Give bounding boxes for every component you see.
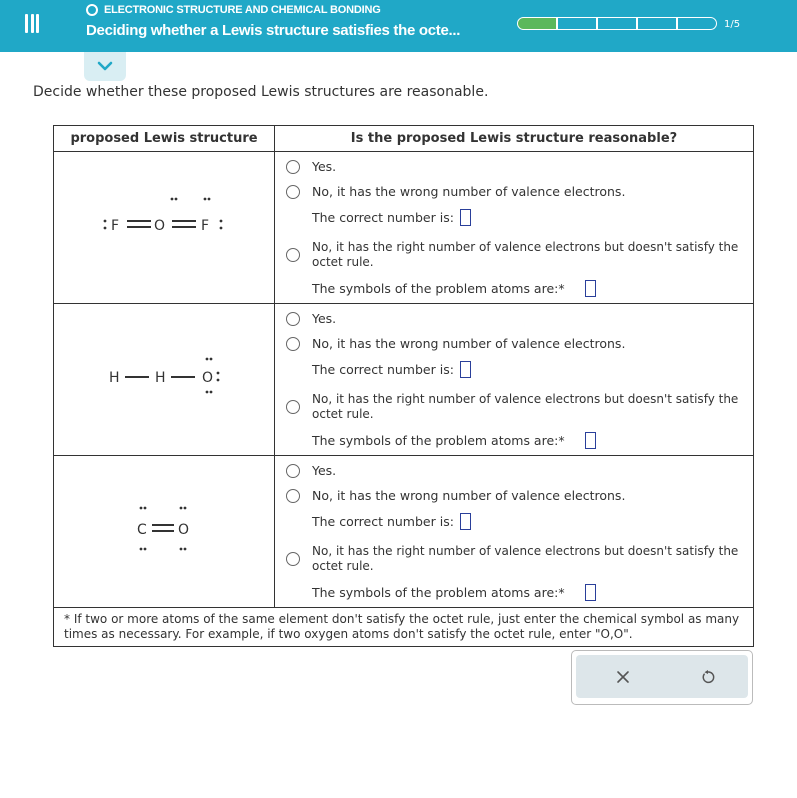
structure-cell-2 bbox=[54, 304, 275, 456]
lewis-structure-co bbox=[54, 456, 274, 608]
octet-footnote: * If two or more atoms of the same element don't satisfy the octet rule, just enter the chemical symbol as many times as necessary. For example, if two oxygen atoms don't satisfy the octet rule, enter "O,O". bbox=[54, 608, 754, 647]
problem-atoms-row-1 bbox=[312, 280, 596, 297]
radio-button[interactable] bbox=[286, 248, 300, 262]
option-wrong-count-2[interactable] bbox=[286, 336, 625, 351]
page-title: Deciding whether a Lewis structure satisfies the octe... bbox=[86, 22, 461, 39]
topic-label: ELECTRONIC STRUCTURE AND CHEMICAL BONDING bbox=[104, 4, 381, 16]
progress-bar bbox=[517, 17, 717, 30]
radio-button[interactable] bbox=[286, 552, 300, 566]
problem-atoms-label: The symbols of the problem atoms are:* bbox=[312, 281, 565, 296]
option-yes-3[interactable] bbox=[286, 463, 336, 478]
col-header-reasonable: Is the proposed Lewis structure reasonable? bbox=[275, 126, 754, 152]
action-panel bbox=[571, 650, 753, 705]
options-cell-2 bbox=[275, 304, 754, 456]
action-panel-inner bbox=[576, 655, 748, 698]
correct-number-label: The correct number is: bbox=[312, 210, 454, 225]
hamburger-icon[interactable] bbox=[20, 14, 44, 36]
undo-icon bbox=[700, 669, 716, 685]
option-yes-1[interactable] bbox=[286, 159, 336, 174]
undo-button[interactable] bbox=[688, 663, 728, 691]
structure-cell-3 bbox=[54, 456, 275, 608]
option-label: No, it has the right number of valence electrons but doesn't satisfy the octet rule. bbox=[312, 392, 739, 421]
option-label: Yes. bbox=[312, 311, 337, 326]
correct-number-row-3 bbox=[312, 513, 471, 530]
option-label: Yes. bbox=[312, 159, 337, 174]
correct-number-label: The correct number is: bbox=[312, 362, 454, 377]
x-icon bbox=[616, 670, 630, 684]
radio-button[interactable] bbox=[286, 312, 300, 326]
atom-o-center: O bbox=[154, 218, 166, 234]
atom-o: O bbox=[178, 522, 190, 538]
correct-number-input[interactable] bbox=[460, 361, 471, 378]
atom-o-right: O bbox=[202, 370, 214, 386]
problem-atoms-input[interactable] bbox=[585, 280, 596, 297]
atom-f-left: F bbox=[111, 218, 120, 234]
option-octet-2[interactable] bbox=[286, 392, 746, 422]
structure-cell-1 bbox=[54, 152, 275, 304]
problem-atoms-label: The symbols of the problem atoms are:* bbox=[312, 433, 565, 448]
option-label: No, it has the wrong number of valence electrons. bbox=[312, 184, 626, 199]
question-prompt: Decide whether these proposed Lewis structures are reasonable. bbox=[33, 84, 489, 100]
progress-segment bbox=[677, 17, 717, 30]
problem-atoms-row-2 bbox=[312, 432, 596, 449]
problem-atoms-input[interactable] bbox=[585, 584, 596, 601]
radio-button[interactable] bbox=[286, 160, 300, 174]
clear-button[interactable] bbox=[603, 663, 643, 691]
radio-button[interactable] bbox=[286, 400, 300, 414]
topic-row bbox=[86, 4, 381, 16]
problem-atoms-row-3 bbox=[312, 584, 596, 601]
progress-segment bbox=[637, 17, 677, 30]
radio-button[interactable] bbox=[286, 489, 300, 503]
option-octet-3[interactable] bbox=[286, 544, 746, 574]
correct-number-row-2 bbox=[312, 361, 471, 378]
option-wrong-count-3[interactable] bbox=[286, 488, 625, 503]
option-label: No, it has the wrong number of valence electrons. bbox=[312, 336, 626, 351]
col-header-structure: proposed Lewis structure bbox=[54, 126, 275, 152]
correct-number-input[interactable] bbox=[460, 513, 471, 530]
atom-h-center: H bbox=[155, 370, 166, 386]
progress-segment bbox=[517, 17, 557, 30]
radio-button[interactable] bbox=[286, 464, 300, 478]
lewis-structure-fof bbox=[54, 152, 274, 304]
progress-segment bbox=[557, 17, 597, 30]
progress-segment bbox=[597, 17, 637, 30]
option-label: Yes. bbox=[312, 463, 337, 478]
topic-circle-icon bbox=[86, 4, 98, 16]
top-bar bbox=[0, 0, 797, 52]
lewis-structure-table bbox=[53, 125, 754, 647]
option-wrong-count-1[interactable] bbox=[286, 184, 625, 199]
correct-number-input[interactable] bbox=[460, 209, 471, 226]
options-cell-1 bbox=[275, 152, 754, 304]
problem-atoms-input[interactable] bbox=[585, 432, 596, 449]
lewis-structure-hho bbox=[54, 304, 274, 456]
correct-number-row-1 bbox=[312, 209, 471, 226]
option-label: No, it has the right number of valence electrons but doesn't satisfy the octet rule. bbox=[312, 544, 739, 573]
chevron-down-icon bbox=[97, 61, 113, 71]
options-cell-3 bbox=[275, 456, 754, 608]
progress-count: 1/5 bbox=[724, 19, 741, 30]
radio-button[interactable] bbox=[286, 185, 300, 199]
option-yes-2[interactable] bbox=[286, 311, 336, 326]
option-octet-1[interactable] bbox=[286, 240, 746, 270]
atom-f-right: F bbox=[201, 218, 210, 234]
atom-h-left: H bbox=[109, 370, 120, 386]
atom-c: C bbox=[137, 522, 147, 538]
collapse-header-button[interactable] bbox=[84, 52, 126, 81]
option-label: No, it has the right number of valence electrons but doesn't satisfy the octet rule. bbox=[312, 240, 739, 269]
problem-atoms-label: The symbols of the problem atoms are:* bbox=[312, 585, 565, 600]
radio-button[interactable] bbox=[286, 337, 300, 351]
option-label: No, it has the wrong number of valence electrons. bbox=[312, 488, 626, 503]
correct-number-label: The correct number is: bbox=[312, 514, 454, 529]
